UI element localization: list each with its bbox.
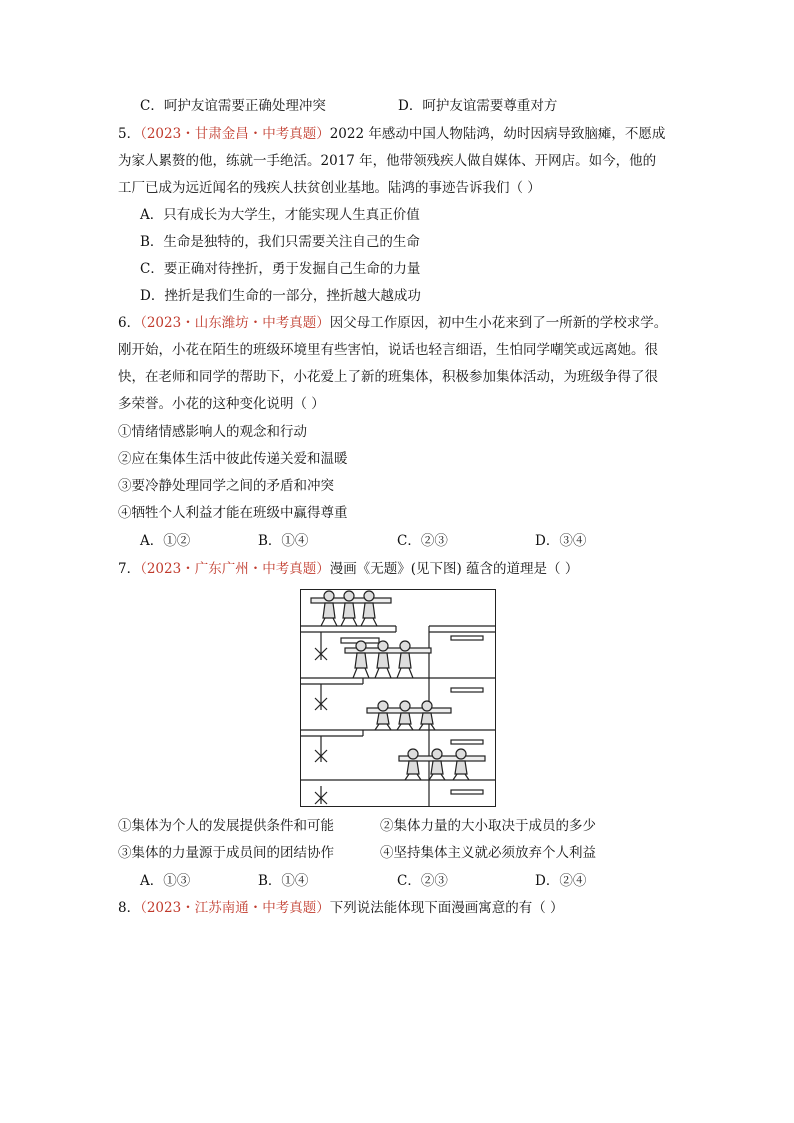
q8-stem-1: 下列说法能体现下面漫画寓意的有（ ） [329,900,564,916]
q5-number: 5． [118,126,141,142]
q5-stem-line-1 [118,124,665,144]
q6-option-c: C．②③ [397,533,448,549]
q6-statement-4: ④牺牲个人利益才能在班级中赢得尊重 [118,505,348,521]
q7-option-d: D．②④ [535,873,587,889]
q5-stem-line-3: 工厂已成为远近闻名的残疾人扶贫创业基地。陆鸿的事迹告诉我们（ ） [118,180,541,196]
q7-statement-3: ③集体的力量源于成员间的团结协作 [118,845,334,861]
q5-option-a: A．只有成长为大学生，才能实现人生真正价值 [140,207,420,223]
q5-stem-line-2: 为家人累赘的他，练就一手绝活。2017 年，他带领残疾人做自媒体、开网店。如今，他的 [118,153,657,169]
carrying-group-1 [311,591,391,626]
q4-option-c: C．呵护友谊需要正确处理冲突 [140,98,326,114]
q7-stem-line-1 [118,559,578,579]
q6-statement-1: ①情绪情感影响人的观念和行动 [118,424,307,440]
q7-statement-1: ①集体为个人的发展提供条件和可能 [118,818,334,834]
q6-option-a: A．①② [140,533,191,549]
carrying-group-4 [399,749,485,780]
q6-stem-line-1 [118,313,667,333]
q6-number: 6． [118,315,141,331]
carrying-group-2 [345,641,431,678]
q7-option-c: C．②③ [397,873,448,889]
q5-option-c: C．要正确对待挫折，勇于发掘自己生命的力量 [140,261,421,277]
q5-source: （2023・甘肃金昌・中考真题） [140,126,330,142]
comic-untitled-illustration [300,589,496,807]
carrying-group-3 [367,701,451,730]
q7-stem-1: 漫画《无题》(见下图) 蕴含的道理是（ ） [329,561,579,577]
floor-2 [301,678,495,730]
q6-stem-line-2: 刚开始，小花在陌生的班级环境里有些害怕，说话也轻言细语，生怕同学嘲笑或远离她。很 [118,342,658,358]
q8-stem-line-1 [118,898,564,918]
q8-source: （2023・江苏南通・中考真题） [140,900,330,916]
q6-statement-3: ③要冷静处理同学之间的矛盾和冲突 [118,478,334,494]
q5-option-d: D．挫折是我们生命的一部分，挫折越大越成功 [140,288,421,304]
q7-statement-2: ②集体力量的大小取决于成员的多少 [380,818,596,834]
q8-number: 8． [118,900,141,916]
q7-option-a: A．①③ [140,873,191,889]
q5-option-b: B．生命是独特的，我们只需要关注自己的生命 [140,234,420,250]
comic-drawing [301,590,495,806]
floor-4 [301,780,495,806]
q4-option-d: D．呵护友谊需要尊重对方 [398,98,558,114]
q7-option-b: B．①④ [258,873,309,889]
q5-stem-1: 2022 年感动中国人物陆鸿，幼时因病导致脑瘫，不愿成 [329,126,666,142]
q6-source: （2023・山东潍坊・中考真题） [140,315,330,331]
q6-stem-line-3: 快，在老师和同学的帮助下，小花爱上了新的班集体，积极参加集体活动，为班级争得了很 [118,369,658,385]
q6-option-d: D．③④ [535,533,587,549]
q7-statement-4: ④坚持集体主义就必须放弃个人利益 [380,845,596,861]
q6-option-b: B．①④ [258,533,309,549]
q7-number: 7． [118,561,141,577]
q6-stem-1: 因父母工作原因，初中生小花来到了一所新的学校求学。 [329,315,668,331]
q6-statement-2: ②应在集体生活中彼此传递关爱和温暖 [118,451,348,467]
q7-source: （2023・广东广州・中考真题） [140,561,330,577]
q6-stem-line-4: 多荣誉。小花的这种变化说明（ ） [118,396,325,412]
